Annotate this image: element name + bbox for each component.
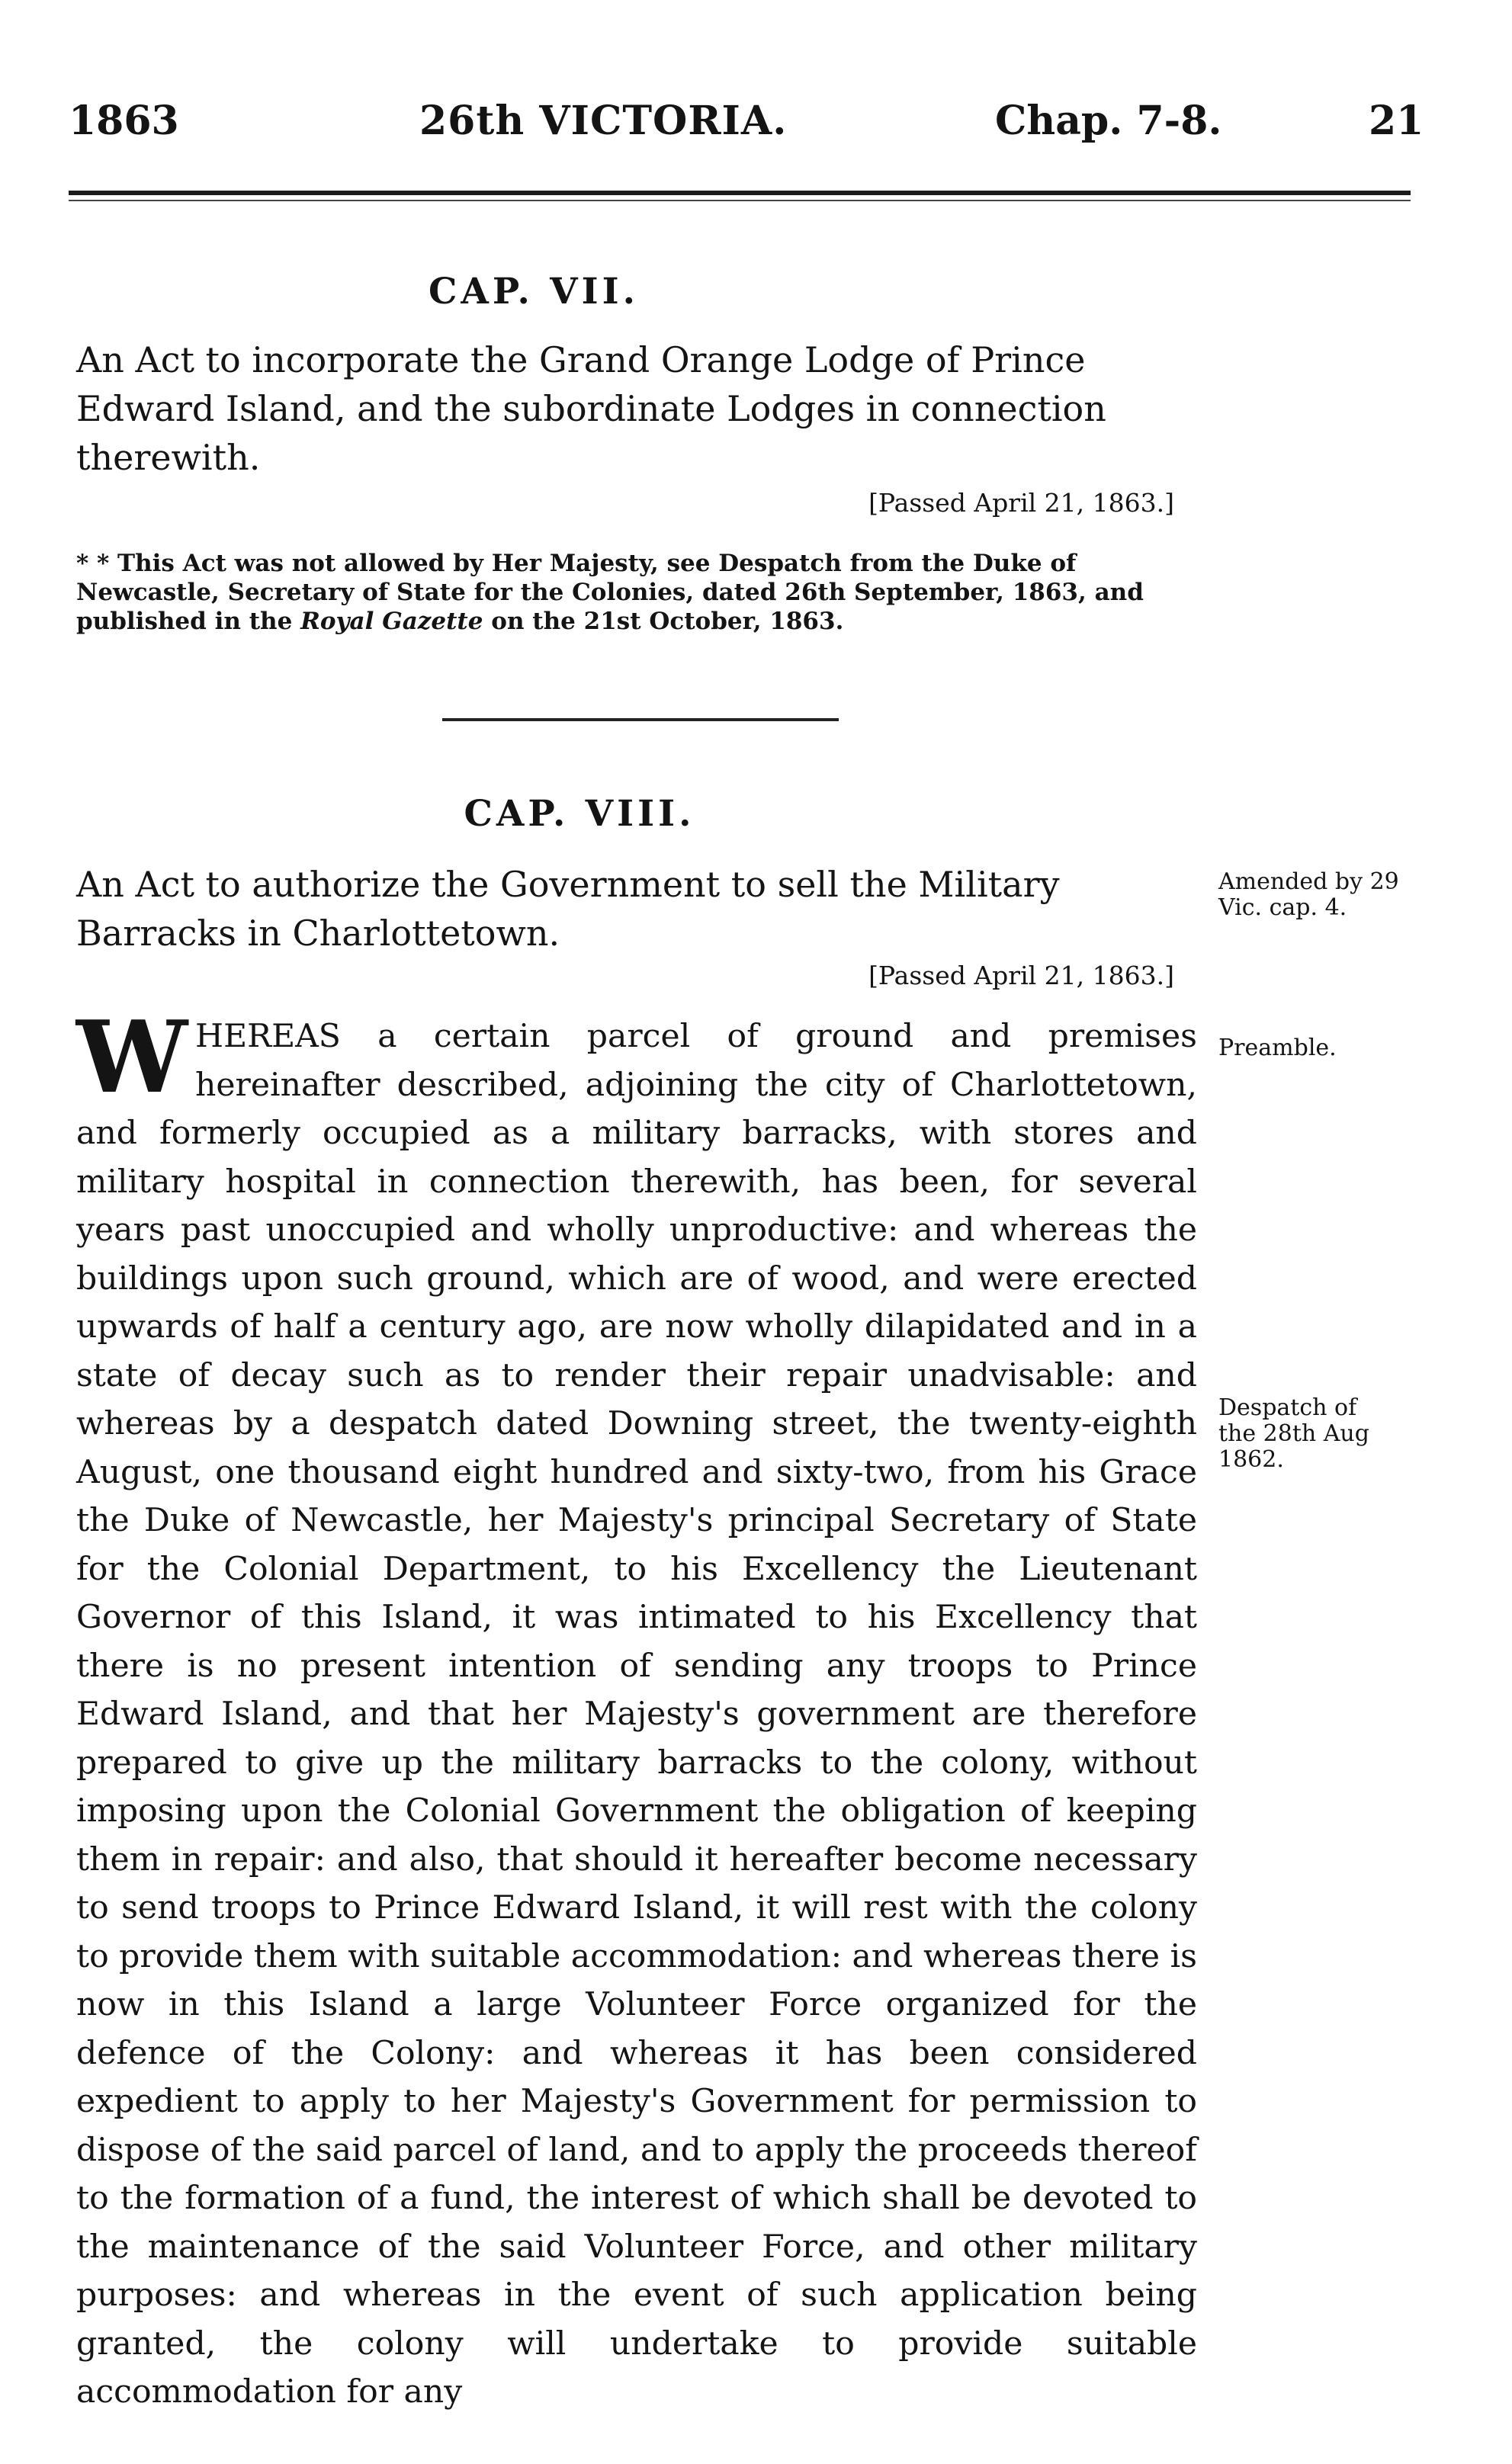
cap7-heading: CAP. VII. (429, 271, 639, 313)
header-page-number: 21 (1369, 98, 1424, 144)
header-title: 26th VICTORIA. (419, 98, 788, 144)
cap7-act-title-text: An Act to incorporate the Grand Orange Lodge of Prince Edward Island, and the subordinate Lodges in connection therewith. (76, 339, 1106, 478)
cap8-act-title: An Act to authorize the Government to sell the Military Barracks in Charlottetown. (76, 864, 1060, 954)
cap8-passed-date: [Passed April 21, 1863.] (868, 961, 1174, 990)
section-divider (442, 718, 839, 721)
cap7-note-gazette: Royal Gazette (300, 608, 483, 635)
cap7-note-prefix: * * This Act was not allowed by Her Majesty, see Despatch from the Duke of Newcastle, Secretary of State for the Colonies, dated 26th September, 1863, and published in the (76, 550, 1144, 635)
margin-note-despatch: Despatch of the 28th Aug 1862. (1218, 1394, 1369, 1473)
cap7-passed-date: [Passed April 21, 1863.] (868, 488, 1174, 518)
margin-note-amended: Amended by 29 Vic. cap. 4. (1218, 868, 1399, 921)
cap8-body-text: HEREAS a certain parcel of ground and premises hereinafter described, adjoining the city of Charlottetown, and formerly occupied as a military barracks, with stores and military hospital in connection therewith, has been, for several years past unoccupied and wholly unproductive: and whereas the buildings upon such ground, which are of wood, and were erected upwards of half a century ago, are now wholly dilapidated and in a state of decay such as to render their repair unadvisable: and whereas by a despatch dated Downing street, the twenty-eighth August, one thousand eight hundred and sixty-two, from his Grace the Duke of Newcastle, her Majesty's principal Secretary of State for the Colonial Department, to his Excellency the Lieutenant Governor of this Island, it was intimated to his Excellency that there is no present intention of sending any troops to Prince Edward Island, and that her Majesty's government are therefore prepared to give up the military barracks to the colony, without imposing upon the Colonial Government the obligation of keeping them in repair: and also, that should it hereafter become necessary to send troops to Prince Edward Island, it will rest with the colony to provide them with suitable accommodation: and whereas there is now in this Island a large Volunteer Force organized for the defence of the Colony: and whereas it has been considered expedient to apply to her Majesty's Government for permission to dispose of the said parcel of land, and to apply the proceeds thereof to the formation of a fund, the interest of which shall be devoted to the maintenance of the said Volunteer Force, and other military purposes: and whereas in the event of such application being granted, the colony will undertake to provide suitable accommodation for any (76, 1018, 1197, 2411)
cap7-act-title (76, 335, 1197, 482)
margin-note-preamble: Preamble. (1218, 1035, 1337, 1061)
running-header (69, 98, 1424, 159)
header-year: 1863 (69, 98, 179, 144)
dropcap-letter: W (76, 999, 188, 1115)
header-rule-thin (69, 200, 1411, 201)
header-chapter: Chap. 7-8. (995, 98, 1222, 144)
cap7-editorial-note (76, 549, 1205, 636)
header-rule (69, 191, 1411, 195)
cap8-heading: CAP. VIII. (464, 793, 695, 835)
cap8-preamble-body (76, 999, 1197, 2417)
cap7-note-suffix: on the 21st October, 1863. (483, 608, 844, 635)
